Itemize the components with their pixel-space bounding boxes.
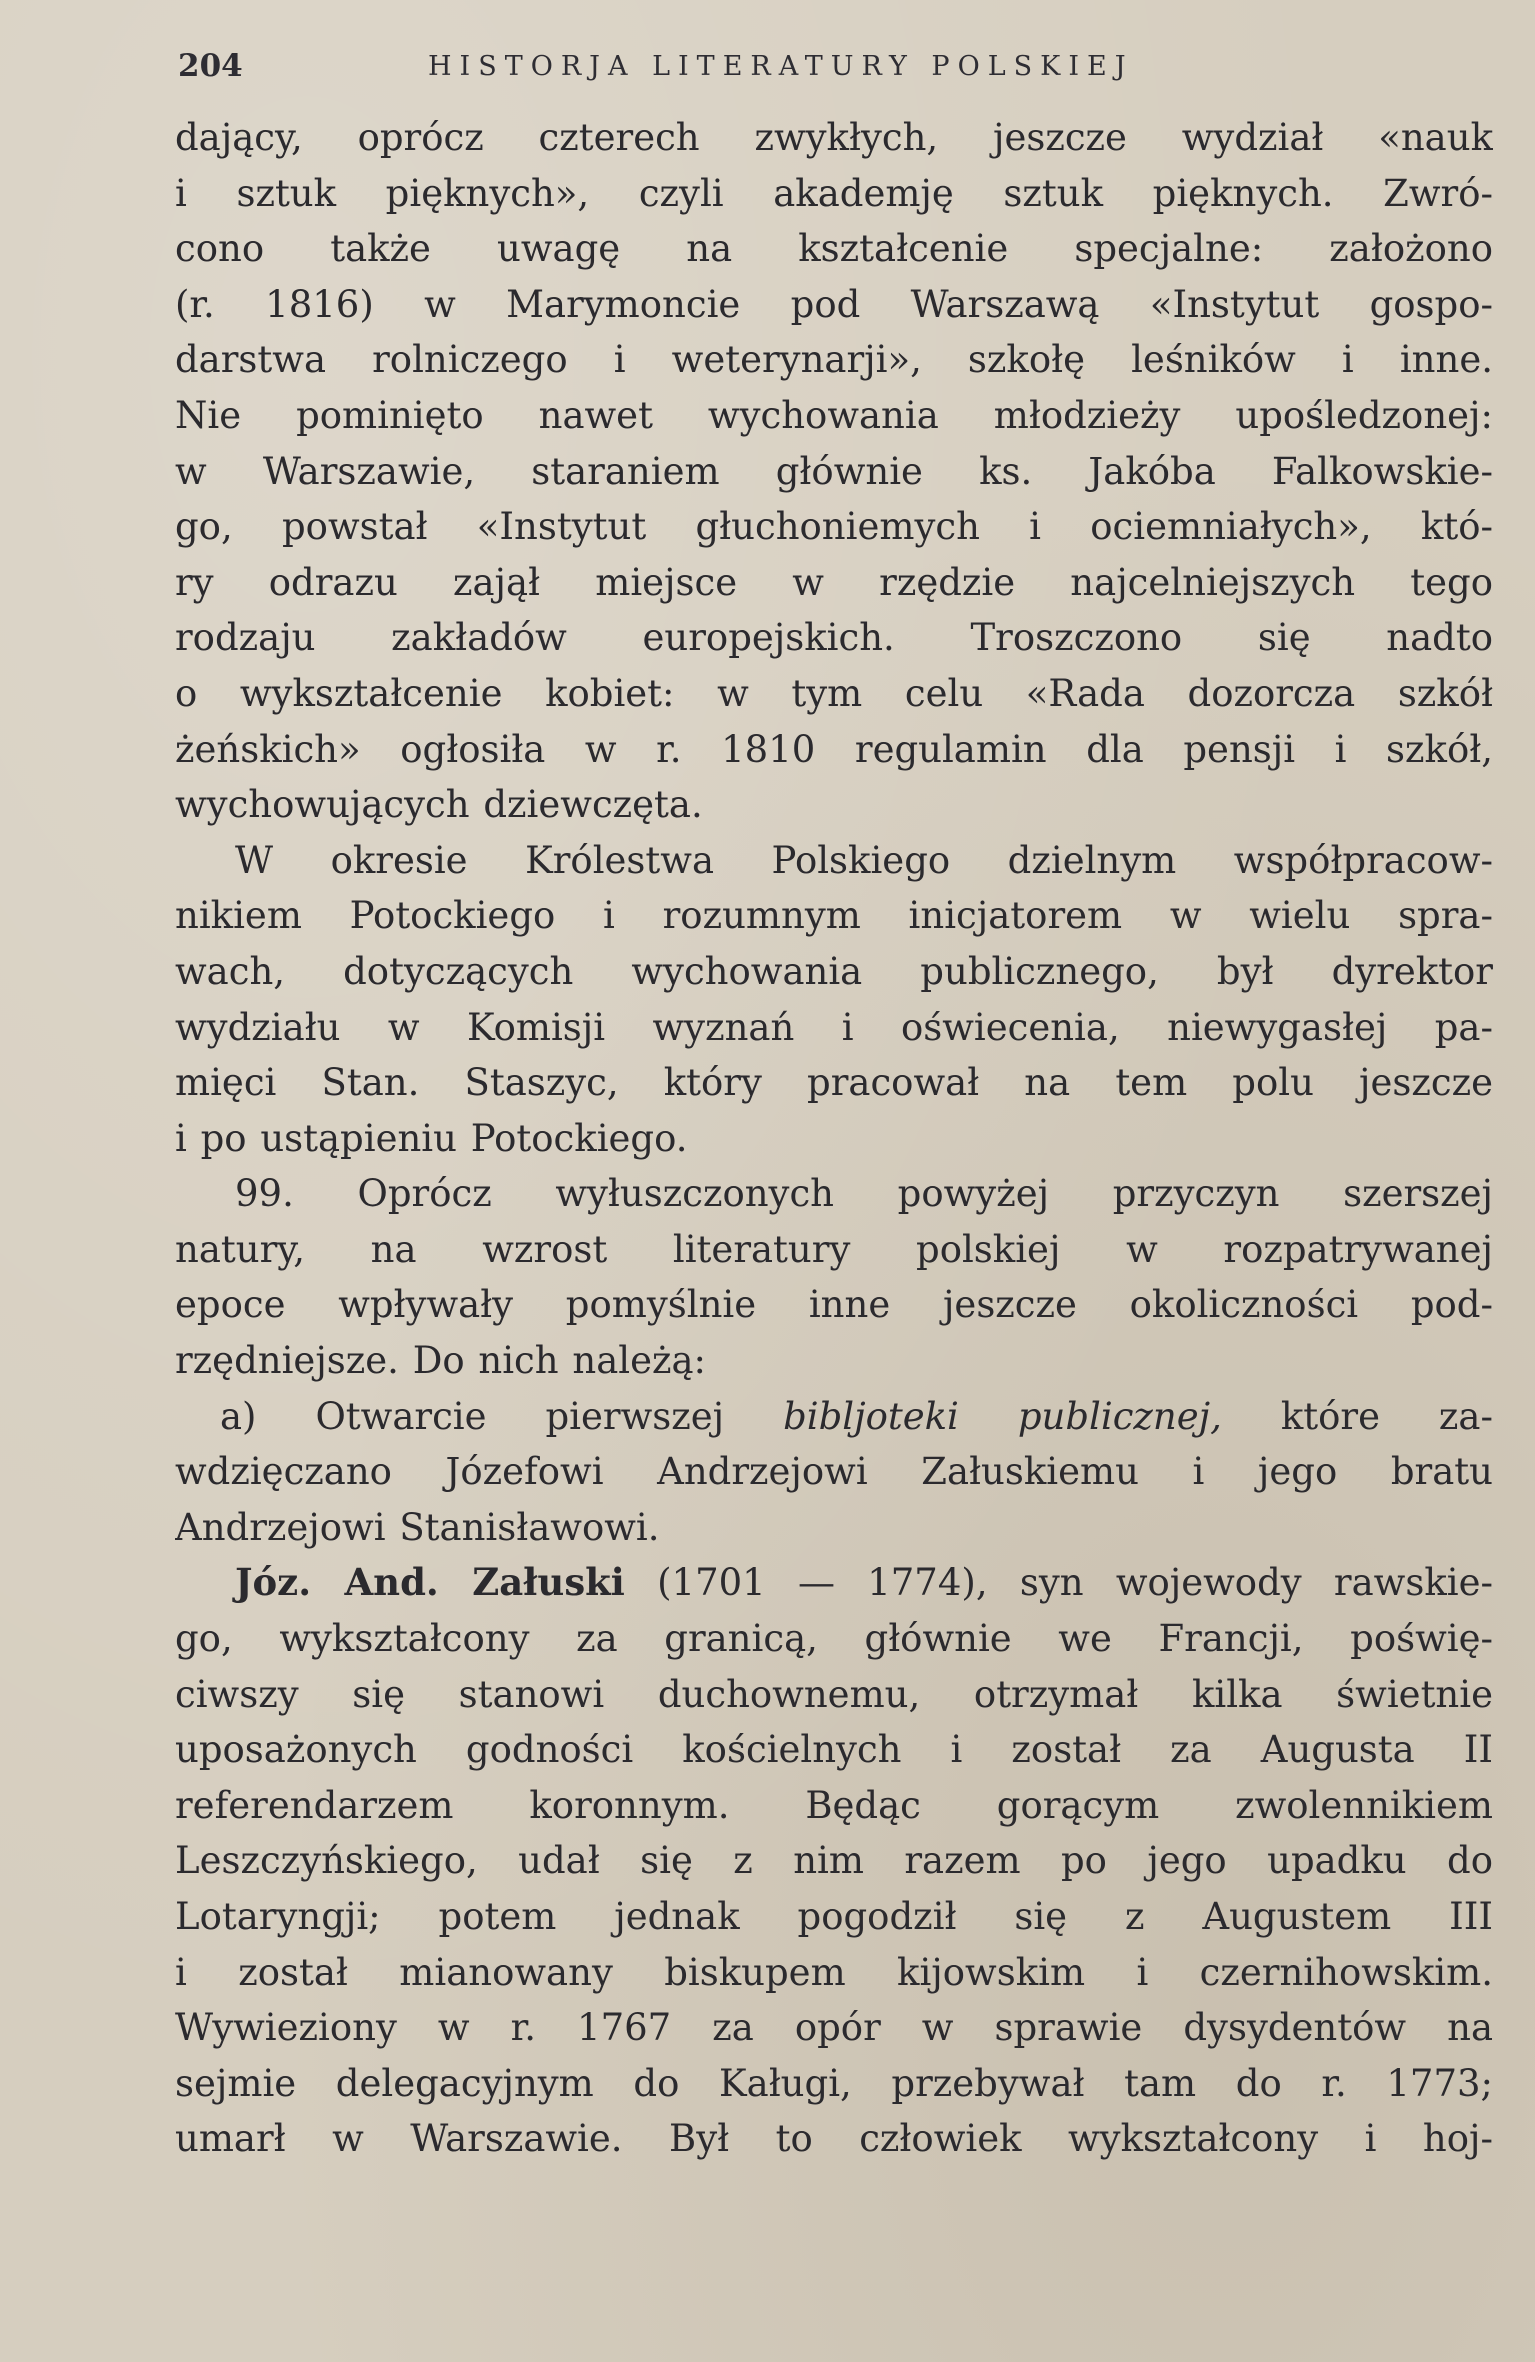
text-line: Wywieziony w r. 1767 za opór w sprawie dysydentów na	[175, 2006, 1493, 2050]
text-line: mięci Stan. Staszyc, który pracował na tem polu jeszcze	[175, 1061, 1493, 1105]
emphasis-bibljoteki: bibljoteki publicznej,	[783, 1394, 1222, 1438]
running-head	[178, 48, 1478, 98]
text-line: cono także uwagę na kształcenie specjalne: założono	[175, 227, 1493, 271]
section-99-start: 99. Oprócz wyłuszczonych powyżej przyczyn szerszej	[235, 1172, 1493, 1216]
text-line: i sztuk pięknych», czyli akademję sztuk pięknych. Zwró-	[175, 171, 1493, 215]
text-line: sejmie delegacyjnym do Kaługi, przebywał tam do r. 1773;	[175, 2061, 1493, 2105]
text-line: wach, dotyczących wychowania publicznego, był dyrektor	[175, 949, 1493, 993]
zaluski-entry	[175, 1555, 1493, 1611]
list-item-a	[175, 1389, 1493, 1445]
text-line: (r. 1816) w Marymoncie pod Warszawą «Instytut gospo-	[175, 282, 1493, 326]
text-line: o wykształcenie kobiet: w tym celu «Rada dozorcza szkół	[175, 671, 1493, 715]
text-line: Nie pominięto nawet wychowania młodzieży upośledzonej:	[175, 393, 1493, 437]
text-line: umarł w Warszawie. Był to człowiek wykształcony i hoj-	[175, 2117, 1493, 2161]
text-line: go, wykształcony za granicą, głównie we Francji, poświę-	[175, 1617, 1493, 1661]
text-line: Lotaryngji; potem jednak pogodził się z Augustem III	[175, 1895, 1493, 1938]
text-line: Leszczyńskiego, udał się z nim razem po jego upadku do	[175, 1839, 1493, 1883]
text-line: epoce wpływały pomyślnie inne jeszcze okoliczności pod-	[175, 1283, 1493, 1327]
text-line: rzędniejsze. Do nich należą:	[175, 1339, 707, 1383]
text-line: ry odrazu zajął miejsce w rzędzie najcelniejszych tego	[175, 560, 1493, 604]
text-run: (1701 — 1774), syn wojewody rawskie-	[624, 1561, 1493, 1605]
text-line: W okresie Królestwa Polskiego dzielnym współpracow-	[235, 838, 1493, 882]
text-line: Andrzejowi Stanisławowi.	[175, 1505, 660, 1549]
text-line: nikiem Potockiego i rozumnym inicjatorem w wielu spra-	[175, 894, 1493, 938]
text-run: które za-	[1221, 1394, 1493, 1438]
text-line: uposażonych godności kościelnych i został za Augusta II	[175, 1728, 1493, 1772]
text-line: ciwszy się stanowi duchownemu, otrzymał kilka świetnie	[175, 1672, 1493, 1716]
text-line: darstwa rolniczego i weterynarji», szkołę leśników i inne.	[175, 338, 1493, 382]
text-line: i został mianowany biskupem kijowskim i czernihowskim.	[175, 1950, 1493, 1994]
text-line: żeńskich» ogłosiła w r. 1810 regulamin dla pensji i szkół,	[175, 727, 1493, 771]
text-run: a) Otwarcie pierwszej	[220, 1394, 784, 1438]
text-line: i po ustąpieniu Potockiego.	[175, 1116, 688, 1160]
running-title: HISTORJA LITERATURY POLSKIEJ	[428, 51, 1134, 82]
text-line: wydziału w Komisji wyznań i oświecenia, niewygasłej pa-	[175, 1005, 1493, 1049]
text-line: go, powstał «Instytut głuchoniemych i ociemniałych», któ-	[175, 505, 1493, 549]
body-text	[175, 110, 1493, 2167]
text-line: rodzaju zakładów europejskich. Troszczono się nadto	[175, 616, 1493, 660]
text-line: wdzięczano Józefowi Andrzejowi Załuskiemu i jego bratu	[175, 1450, 1493, 1494]
text-line: natury, na wzrost literatury polskiej w rozpatrywanej	[175, 1227, 1493, 1271]
text-line: referendarzem koronnym. Będąc gorącym zwolennikiem	[175, 1783, 1493, 1827]
text-line: w Warszawie, staraniem głównie ks. Jakóba Falkowskie-	[175, 449, 1493, 493]
bold-name: Józ. And. Załuski	[235, 1560, 625, 1605]
page-number: 204	[178, 48, 243, 84]
text-line: wychowujących dziewczęta.	[175, 783, 703, 827]
text-line: dający, oprócz czterech zwykłych, jeszcze wydział «nauk	[175, 116, 1493, 159]
